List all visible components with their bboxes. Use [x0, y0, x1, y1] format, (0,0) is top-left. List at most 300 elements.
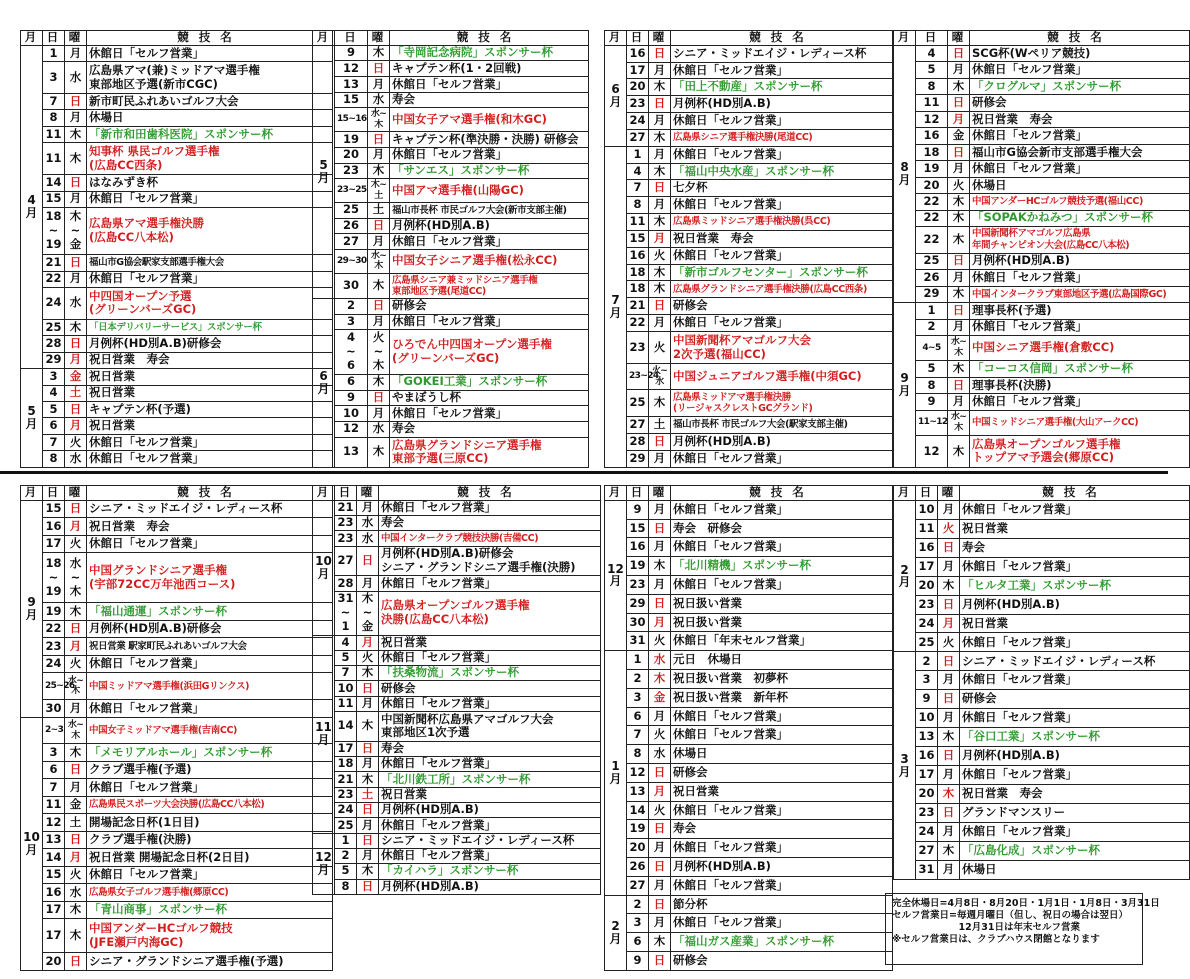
weekday-cell: 木 [65, 919, 87, 953]
schedule-row [894, 652, 1190, 671]
event-cell: 広島県グランドシニア選手権決勝(広島CC西条) [671, 281, 893, 298]
schedule-row [894, 614, 1190, 633]
event-cell: 休場日 [970, 177, 1190, 193]
event-cell: 休館日「セルフ営業」 [960, 633, 1190, 652]
day-cell: 4 [335, 635, 357, 650]
day-cell: 22 [916, 210, 948, 226]
event-cell: 寿会 [379, 516, 601, 531]
day-cell: 10 [335, 406, 368, 422]
day-cell: 5 [916, 62, 948, 78]
month-label: 11 月 [313, 635, 335, 833]
day-cell: 23 [916, 804, 938, 823]
day-cell: 3 [43, 62, 65, 94]
day-cell: 27 [627, 129, 649, 146]
day-cell: 25 [916, 253, 948, 269]
event-cell: 祝日営業 駅家町民ふれあいゴルフ大会 [87, 638, 333, 656]
event-cell: シニア・グランドシニア選手権(予選) [87, 953, 333, 971]
schedule-row [313, 45, 589, 61]
weekday-cell: 日 [65, 175, 87, 191]
day-cell: 13 [627, 782, 649, 801]
weekday-cell: 火 [649, 726, 671, 745]
schedule-row [605, 364, 893, 390]
weekday-cell: 木 [649, 669, 671, 688]
schedule-row [605, 914, 893, 933]
day-cell: 15 [43, 500, 65, 518]
header-row [313, 486, 601, 501]
day-cell: 12 [916, 435, 948, 467]
day-cell: 4 [916, 45, 948, 61]
weekday-cell: 金 [649, 688, 671, 707]
day-cell: 15 [627, 519, 649, 538]
weekday-cell: 水~木 [368, 249, 390, 273]
day-cell: 17 [916, 557, 938, 576]
schedule-row [894, 128, 1190, 144]
event-cell: 寿会 [960, 538, 1190, 557]
schedule-row [313, 77, 589, 93]
header-event: 競技名 [87, 31, 333, 46]
weekday-cell: 月 [649, 782, 671, 801]
schedule-row [313, 531, 601, 546]
event-cell: 理事長杯(決勝) [970, 377, 1190, 393]
day-cell: 5 [43, 401, 65, 417]
schedule-row [605, 613, 893, 632]
weekday-cell: 木 [649, 214, 671, 231]
schedule-row [605, 857, 893, 876]
header-day: 日 [335, 486, 357, 501]
day-cell: 23 [335, 516, 357, 531]
day-cell: 19 [627, 557, 649, 576]
day-cell: 16 [627, 538, 649, 557]
schedule-row [313, 500, 601, 515]
weekday-cell: 木 [357, 712, 379, 742]
schedule-row [21, 287, 333, 319]
weekday-cell: 火 [65, 655, 87, 673]
weekday-cell: 水 [65, 884, 87, 902]
event-cell: 休館日「セルフ営業」 [390, 147, 589, 163]
event-cell: 休館日「セルフ営業」 [671, 876, 893, 895]
weekday-cell: 火 [65, 535, 87, 553]
weekday-cell: 月 [649, 230, 671, 247]
weekday-cell: 日 [649, 180, 671, 197]
event-cell: 研修会 [379, 681, 601, 696]
weekday-cell: 火 [65, 434, 87, 450]
schedule-row [894, 728, 1190, 747]
weekday-cell: 木 [948, 286, 970, 302]
schedule-row [894, 860, 1190, 879]
day-cell: 2 [627, 669, 649, 688]
schedule-table [893, 30, 1190, 468]
day-cell: 16 [916, 538, 938, 557]
weekday-cell: 月 [938, 500, 960, 519]
day-cell: 17 [627, 62, 649, 79]
day-cell: 24 [335, 802, 357, 817]
event-cell: キャプテン杯(準決勝・決勝) 研修会 [390, 132, 589, 148]
event-cell: 休館日「セルフ営業」 [671, 538, 893, 557]
day-cell: 22 [916, 194, 948, 210]
event-cell: 広島県オープンゴルフ選手権 決勝(広島CC八本松) [379, 591, 601, 635]
event-cell: 休館日「セルフ営業」 [960, 709, 1190, 728]
schedule-row [313, 666, 601, 681]
event-cell: 理事長杯(予選) [970, 303, 1190, 319]
schedule-row [605, 62, 893, 79]
event-cell: 中国新聞杯アマゴルフ大会 2次予選(福山CC) [671, 331, 893, 364]
weekday-cell: 木 [938, 576, 960, 595]
event-cell: やまぼうし杯 [390, 390, 589, 406]
event-cell: 新市町民ふれあいゴルフ大会 [87, 94, 333, 110]
weekday-cell: 木~土 [368, 179, 390, 203]
schedule-row [21, 717, 333, 744]
day-cell: 9 [916, 394, 948, 410]
weekday-cell: 日 [948, 144, 970, 160]
event-cell: 祝日営業 開場記念日杯(2日目) [87, 849, 333, 867]
weekday-cell: 木 ~ 金 [357, 591, 379, 635]
day-cell: 7 [43, 434, 65, 450]
header-day: 日 [43, 31, 65, 46]
schedule-row [605, 726, 893, 745]
schedule-row [605, 390, 893, 417]
weekday-cell: 金 [948, 128, 970, 144]
day-cell: 25 [43, 319, 65, 335]
day-cell: 20 [43, 953, 65, 971]
schedule-row [313, 802, 601, 817]
event-cell: 開場記念日杯(1日目) [87, 814, 333, 832]
weekday-cell: 月 [368, 314, 390, 330]
schedule-row [313, 576, 601, 591]
event-cell: 中国女子シニア選手権(松永CC) [390, 249, 589, 273]
weekday-cell: 水~木 [65, 717, 87, 744]
weekday-cell: 木 [649, 264, 671, 281]
day-cell: 16 [43, 884, 65, 902]
header-row [21, 31, 333, 46]
event-cell: 中国女子ミッドアマ選手権(吉南CC) [87, 717, 333, 744]
weekday-cell: 木 ~ 金 [65, 207, 87, 254]
day-cell: 19 [627, 820, 649, 839]
weekday-cell: 日 [649, 519, 671, 538]
event-cell: 広島県ミッドアマ選手権決勝 (リージャスクレストGCグランド) [671, 390, 893, 417]
weekday-cell: 月 [948, 161, 970, 177]
day-cell: 6 [335, 375, 368, 391]
header-day: 日 [627, 486, 649, 501]
schedule-table [893, 485, 1190, 880]
day-cell: 1 [627, 651, 649, 670]
day-cell: 28 [627, 434, 649, 451]
weekday-cell: 日 [65, 94, 87, 110]
event-cell: 祝日営業 [87, 369, 333, 385]
event-cell: 休館日「セルフ営業」 [671, 62, 893, 79]
weekday-cell: 水 [65, 287, 87, 319]
header-day: 日 [916, 486, 938, 501]
schedule-row [313, 864, 601, 879]
day-cell: 10 [916, 500, 938, 519]
month-label: 6 月 [605, 45, 627, 146]
schedule-row [605, 933, 893, 952]
weekday-cell: 金 [65, 796, 87, 814]
event-cell: 「クログルマ」スポンサー杯 [970, 78, 1190, 94]
month-label: 12 月 [313, 833, 335, 894]
weekday-cell: 日 [65, 831, 87, 849]
schedule-row [21, 110, 333, 126]
weekday-cell: 土 [65, 385, 87, 401]
day-cell: 29 [916, 286, 948, 302]
event-cell: 中国ミッドアマ選手権(浜田Gリンクス) [87, 673, 333, 700]
month-label: 9 月 [894, 303, 916, 468]
event-cell: 「福山通運」スポンサー杯 [87, 603, 333, 621]
weekday-cell: 月 [938, 823, 960, 842]
schedule-row [894, 361, 1190, 377]
schedule-row [21, 451, 333, 468]
weekday-cell: 日 [649, 298, 671, 315]
day-cell: 5 [335, 864, 357, 879]
schedule-row [21, 953, 333, 971]
event-cell: 研修会 [671, 298, 893, 315]
weekday-cell: 月 [649, 876, 671, 895]
note-line: 完全休場日=4月8日・8月20日・1月1日・1月8日・3月31日 [892, 898, 1160, 909]
schedule-row [894, 538, 1190, 557]
day-cell: 23~25 [335, 179, 368, 203]
weekday-cell: 月 [948, 111, 970, 127]
schedule-row [21, 779, 333, 797]
day-cell: 24 [627, 113, 649, 130]
schedule-row [21, 385, 333, 401]
weekday-cell: 木 [368, 45, 390, 61]
weekday-cell: 月 [65, 45, 87, 61]
weekday-cell: 水 [65, 451, 87, 468]
schedule-row [894, 557, 1190, 576]
event-cell: 祝日営業 [379, 635, 601, 650]
schedule-row [313, 546, 601, 576]
weekday-cell: 日 [65, 255, 87, 271]
event-cell: 休館日「セルフ営業」 [970, 319, 1190, 335]
schedule-row [21, 207, 333, 254]
weekday-cell: 木 [649, 281, 671, 298]
schedule-row [605, 557, 893, 576]
weekday-cell: 月 [649, 450, 671, 467]
day-cell: 20 [916, 576, 938, 595]
day-cell: 17 [43, 535, 65, 553]
weekday-cell: 日 [649, 45, 671, 62]
schedule-row [894, 253, 1190, 269]
schedule-row [894, 227, 1190, 254]
event-cell: ひろでん中四国オープン選手権 (グリーンバーズGC) [390, 330, 589, 375]
weekday-cell: 日 [357, 802, 379, 817]
weekday-cell: 日 [65, 620, 87, 638]
weekday-cell: 月 [948, 270, 970, 286]
day-cell: 21 [335, 772, 357, 787]
schedule-row [894, 519, 1190, 538]
weekday-cell: 火 [357, 650, 379, 665]
event-cell: クラブ選手権(決勝) [87, 831, 333, 849]
schedule-row [21, 94, 333, 110]
weekday-cell: 木 [649, 933, 671, 952]
event-cell: 中国アマ選手権(山陽GC) [390, 179, 589, 203]
schedule-row [894, 633, 1190, 652]
schedule-row [313, 61, 589, 77]
event-cell: 休館日「セルフ営業」 [87, 700, 333, 718]
weekday-cell: 月 [65, 518, 87, 536]
day-cell: 30 [335, 273, 368, 298]
weekday-cell: 月 [368, 147, 390, 163]
schedule-row [605, 538, 893, 557]
event-cell: 休館日「セルフ営業」 [960, 557, 1190, 576]
event-cell: 休館日「セルフ営業」 [960, 766, 1190, 785]
event-cell: 中四国オープン予選 (グリーンバーズGC) [87, 287, 333, 319]
weekday-cell: 土 [357, 787, 379, 802]
weekday-cell: 日 [938, 690, 960, 709]
header-month: 月 [313, 486, 335, 501]
weekday-cell: 月 [649, 146, 671, 163]
weekday-cell: 月 [357, 635, 379, 650]
schedule-row [21, 831, 333, 849]
weekday-cell: 月 [649, 707, 671, 726]
schedule-table [20, 485, 333, 971]
day-cell: 30 [627, 613, 649, 632]
event-cell: 休館日「セルフ営業」 [671, 450, 893, 467]
day-cell: 19 [335, 132, 368, 148]
weekday-cell: 日 [357, 741, 379, 756]
event-cell: 休館日「セルフ営業」 [970, 128, 1190, 144]
weekday-cell: 水 [65, 62, 87, 94]
header-row [21, 486, 333, 501]
weekday-cell: 火 [948, 177, 970, 193]
weekday-cell: 木 [65, 901, 87, 919]
day-cell: 5 [916, 361, 948, 377]
event-cell: 祝日扱い営業 [671, 594, 893, 613]
month-label: 1 月 [605, 651, 627, 895]
day-cell: 20 [916, 785, 938, 804]
event-cell: シニア・ミッドエイジ・レディース杯 [960, 652, 1190, 671]
schedule-row [605, 519, 893, 538]
event-cell: 「田上不動産」スポンサー杯 [671, 79, 893, 96]
schedule-row [605, 575, 893, 594]
event-cell: 休館日「セルフ営業」 [87, 434, 333, 450]
event-cell: 月例杯(HD別A.B)研修会 [87, 620, 333, 638]
event-cell: 「メモリアルホール」スポンサー杯 [87, 744, 333, 762]
day-cell: 22 [43, 271, 65, 287]
weekday-cell: 水~木 [948, 410, 970, 435]
weekday-cell: 火 [649, 801, 671, 820]
schedule-row [313, 437, 589, 467]
schedule-row [313, 516, 601, 531]
weekday-cell: 木 [948, 435, 970, 467]
weekday-cell: 日 [368, 218, 390, 234]
weekday-cell: 水 [357, 531, 379, 546]
schedule-row [605, 331, 893, 364]
month-label: 10 月 [21, 717, 43, 970]
weekday-cell: 日 [649, 763, 671, 782]
schedule-row [313, 249, 589, 273]
schedule-row [894, 210, 1190, 226]
day-cell: 1 [335, 833, 357, 848]
schedule-row [21, 255, 333, 271]
event-cell: 「サンエス」スポンサー杯 [390, 163, 589, 179]
schedule-row [894, 303, 1190, 319]
schedule-row [605, 745, 893, 764]
day-cell: 20 [627, 839, 649, 858]
event-cell: 月例杯(HD別A.B) [379, 802, 601, 817]
month-label: 7 月 [605, 146, 627, 467]
event-cell: 祝日扱い営業 [671, 613, 893, 632]
schedule-row [605, 214, 893, 231]
event-cell: 休館日「セルフ営業」 [671, 726, 893, 745]
day-cell: 6 [43, 761, 65, 779]
weekday-cell: 火 [938, 633, 960, 652]
day-cell: 8 [335, 879, 357, 895]
schedule-row [894, 377, 1190, 393]
event-cell: 節分杯 [671, 895, 893, 914]
schedule-row [605, 45, 893, 62]
event-cell: 祝日営業 寿会 [87, 352, 333, 368]
event-cell: シニア・ミッドエイジ・レディース杯 [379, 833, 601, 848]
event-cell: 休館日「セルフ営業」 [390, 406, 589, 422]
weekday-cell: 月 [948, 62, 970, 78]
weekday-cell: 日 [948, 253, 970, 269]
day-cell: 19 [916, 161, 948, 177]
schedule-row [21, 535, 333, 553]
schedule-row [894, 286, 1190, 302]
day-cell: 23~24 [627, 364, 649, 390]
event-cell: 祝日営業 [960, 519, 1190, 538]
event-cell: キャプテン杯(予選) [87, 401, 333, 417]
day-cell: 18 ~ 19 [43, 553, 65, 603]
event-cell: 休館日「セルフ営業」 [87, 779, 333, 797]
event-cell: 広島県ミッドシニア選手権決勝(呉CC) [671, 214, 893, 231]
day-cell: 3 [335, 314, 368, 330]
weekday-cell: 月 [65, 418, 87, 434]
weekday-cell: 火~水 [649, 364, 671, 390]
schedule-table [604, 30, 893, 468]
day-cell: 16 [627, 45, 649, 62]
header-event: 競技名 [87, 486, 333, 501]
event-cell: 休館日「セルフ営業」 [671, 839, 893, 858]
day-cell: 24 [916, 823, 938, 842]
event-cell: 休館日「セルフ営業」 [379, 848, 601, 863]
weekday-cell: 金 [65, 369, 87, 385]
schedule-row [894, 747, 1190, 766]
schedule-row [605, 180, 893, 197]
weekday-cell: 月 [649, 575, 671, 594]
schedule-row [894, 576, 1190, 595]
event-cell: 月例杯(HD別A.B) [960, 595, 1190, 614]
event-cell: 休館日「セルフ営業」 [379, 576, 601, 591]
schedule-row [894, 144, 1190, 160]
schedule-row [605, 839, 893, 858]
schedule-row [21, 319, 333, 335]
day-cell: 13 [335, 77, 368, 93]
weekday-cell: 日 [948, 303, 970, 319]
schedule-row [605, 315, 893, 332]
schedule-row [21, 744, 333, 762]
day-cell: 19 [43, 603, 65, 621]
month-label: 12 月 [605, 500, 627, 650]
weekday-cell: 木 [938, 728, 960, 747]
day-cell: 21 [335, 500, 357, 515]
event-cell: 広島県民スポーツ大会決勝(広島CC八本松) [87, 796, 333, 814]
weekday-cell: 日 [938, 595, 960, 614]
weekday-cell: 日 [65, 401, 87, 417]
schedule-row [894, 194, 1190, 210]
schedule-row [313, 772, 601, 787]
weekday-cell: 水 [649, 745, 671, 764]
schedule-row [21, 45, 333, 61]
header-row [605, 31, 893, 46]
weekday-cell: 木 [357, 666, 379, 681]
day-cell: 26 [916, 270, 948, 286]
schedule-row [21, 271, 333, 287]
schedule-row [313, 375, 589, 391]
schedule-row [21, 500, 333, 518]
schedule-row [605, 688, 893, 707]
schedule-row [605, 298, 893, 315]
